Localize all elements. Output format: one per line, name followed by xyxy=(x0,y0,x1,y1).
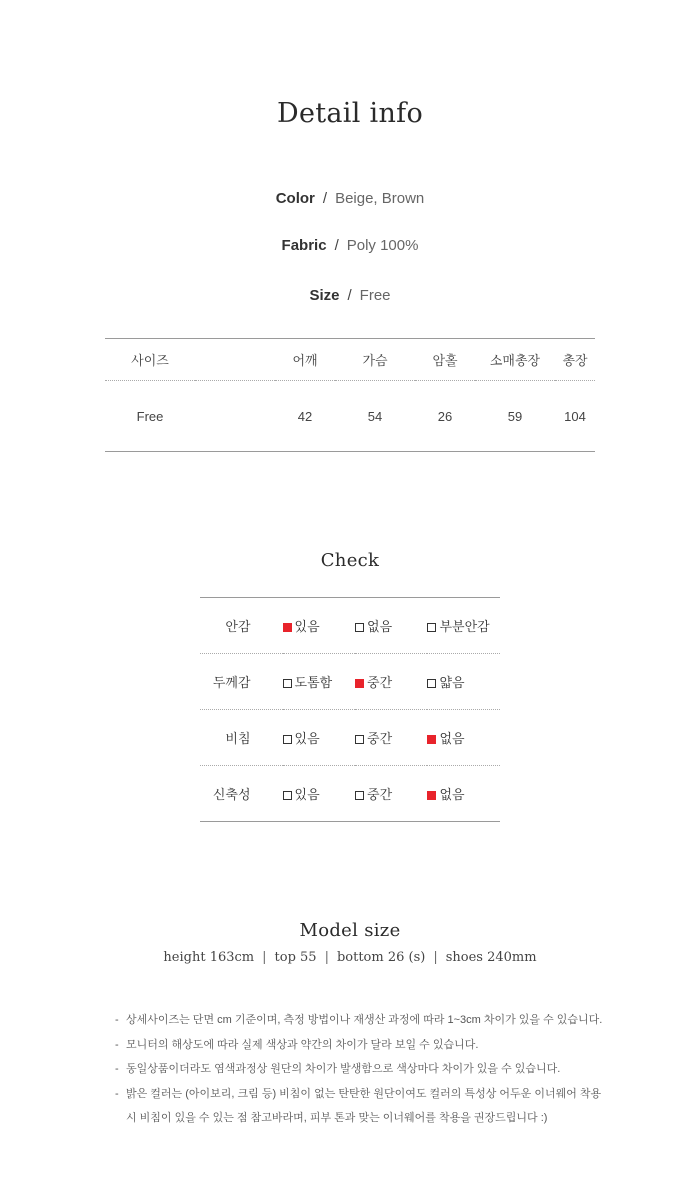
checkbox-icon xyxy=(283,735,292,744)
checkbox-icon xyxy=(355,791,364,800)
checkbox-icon xyxy=(427,623,436,632)
spec-size xyxy=(0,287,700,304)
size-header-cell: 소매총장 xyxy=(475,339,555,381)
spec-label: Size xyxy=(309,287,340,304)
check-row-thickness xyxy=(200,654,500,710)
checkbox-icon xyxy=(283,679,292,688)
check-option xyxy=(427,598,500,654)
spec-label: Fabric xyxy=(281,237,327,254)
model-top: top 55 xyxy=(274,950,317,965)
check-option xyxy=(355,598,427,654)
note-item: - 동일상품이더라도 염색과정상 원단의 차이가 발생함으로 색상마다 차이가 있을 수 있습니다. xyxy=(115,1057,605,1082)
checkbox-icon xyxy=(283,623,292,632)
model-size-info xyxy=(0,950,700,965)
spec-fabric xyxy=(0,237,700,254)
check-option xyxy=(283,654,355,710)
check-option xyxy=(283,598,355,654)
size-table xyxy=(105,338,595,452)
spec-color xyxy=(0,190,700,207)
model-height: height 163cm xyxy=(163,950,255,965)
model-separator: | xyxy=(262,950,267,965)
check-row-stretch xyxy=(200,766,500,822)
check-option-label: 도톰함 xyxy=(294,675,333,690)
checkbox-icon xyxy=(427,679,436,688)
check-option xyxy=(355,710,427,766)
size-cell: 42 xyxy=(297,408,313,424)
spec-value: Free xyxy=(359,287,391,304)
size-header-cell: 사이즈 xyxy=(105,339,195,381)
check-option xyxy=(427,710,500,766)
check-option xyxy=(283,710,355,766)
size-cell: 59 xyxy=(507,408,523,424)
check-option-label: 부분안감 xyxy=(439,619,490,634)
spec-separator: / xyxy=(347,287,352,304)
check-option xyxy=(427,766,500,822)
check-option xyxy=(283,766,355,822)
checkbox-icon xyxy=(427,735,436,744)
size-cell: 26 xyxy=(437,408,453,424)
check-option-label: 있음 xyxy=(294,731,320,746)
check-option-label: 중간 xyxy=(367,675,393,690)
check-option-label: 얇음 xyxy=(439,675,465,690)
size-header-cell: 암홀 xyxy=(415,339,475,381)
size-header-cell: 총장 xyxy=(555,339,595,381)
detail-info-title: Detail info xyxy=(277,98,423,129)
spec-label: Color xyxy=(275,190,315,207)
check-table xyxy=(200,597,500,822)
model-shoes: shoes 240mm xyxy=(445,950,537,965)
size-cell: Free xyxy=(136,408,164,424)
note-item: - 모니터의 해상도에 따라 실제 색상과 약간의 차이가 달라 보일 수 있습니다. xyxy=(115,1033,605,1058)
check-title: Check xyxy=(320,550,380,571)
spec-value: Beige, Brown xyxy=(335,190,425,207)
check-option-label: 없음 xyxy=(439,787,465,802)
checkbox-icon xyxy=(427,791,436,800)
size-header-cell: 어깨 xyxy=(275,339,335,381)
check-label: 안감 xyxy=(225,619,251,634)
notes-list xyxy=(115,1008,605,1131)
checkbox-icon xyxy=(355,623,364,632)
size-header-cell: 가슴 xyxy=(335,339,415,381)
table-row xyxy=(105,381,595,452)
model-bottom: bottom 26 (s) xyxy=(336,950,426,965)
model-size-title: Model size xyxy=(299,920,401,941)
check-row-lining xyxy=(200,598,500,654)
check-row-sheerness xyxy=(200,710,500,766)
check-option xyxy=(355,766,427,822)
spec-value: Poly 100% xyxy=(346,237,419,254)
note-item: - 밝은 컬러는 (아이보리, 크림 등) 비침이 없는 탄탄한 원단이여도 컬러의 특성상 어두운 이너웨어 착용 시 비침이 있을 수 있는 점 참고바라며, 피부 톤과 맞는 이너웨어를 착용을 권장드립니다 :) xyxy=(115,1082,605,1131)
check-option-label: 없음 xyxy=(439,731,465,746)
model-separator: | xyxy=(324,950,329,965)
checkbox-icon xyxy=(283,791,292,800)
note-item: - 상세사이즈는 단면 cm 기준이며, 측정 방법이나 재생산 과정에 따라 1~3cm 차이가 있을 수 있습니다. xyxy=(115,1008,605,1033)
check-option xyxy=(427,654,500,710)
check-option-label: 중간 xyxy=(367,787,393,802)
check-label: 비침 xyxy=(200,710,283,766)
checkbox-icon xyxy=(355,735,364,744)
check-label: 신축성 xyxy=(200,766,283,822)
check-option-label: 있음 xyxy=(294,787,320,802)
check-option-label: 중간 xyxy=(367,731,393,746)
checkbox-icon xyxy=(355,679,364,688)
size-table-header xyxy=(105,339,595,381)
size-cell: 104 xyxy=(564,408,586,424)
spec-separator: / xyxy=(334,237,339,254)
check-option-label: 없음 xyxy=(367,619,393,634)
size-cell: 54 xyxy=(367,408,383,424)
model-separator: | xyxy=(433,950,438,965)
check-label: 두께감 xyxy=(200,654,283,710)
spec-separator: / xyxy=(322,190,328,207)
check-option-label: 있음 xyxy=(294,619,320,634)
check-option xyxy=(355,654,427,710)
